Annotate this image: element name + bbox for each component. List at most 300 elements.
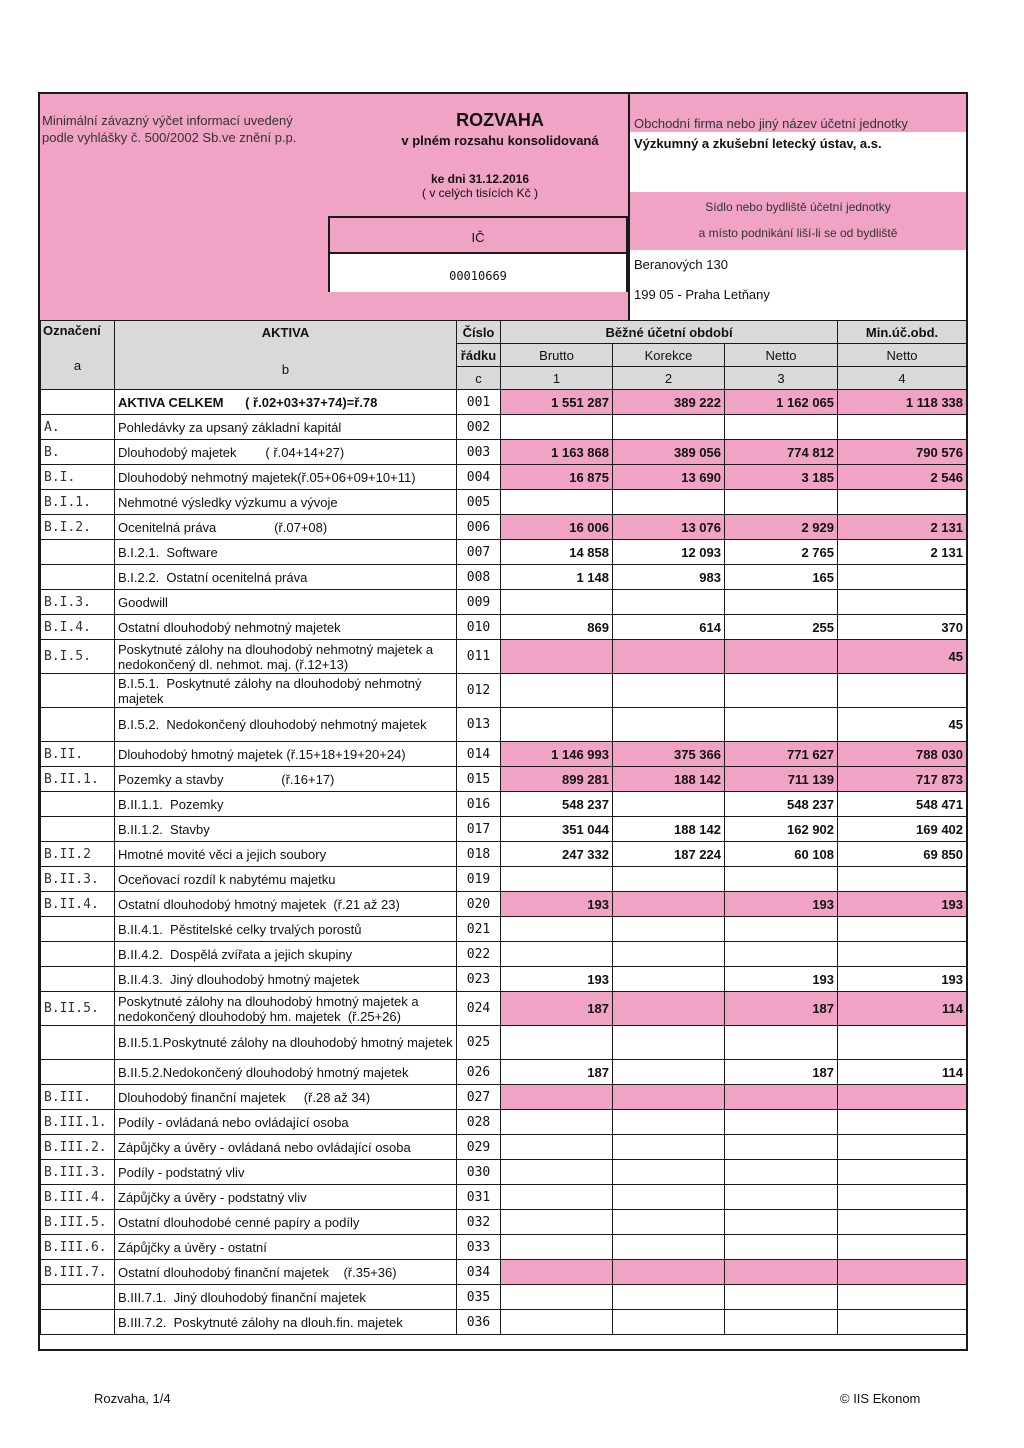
header-right-block (628, 94, 966, 320)
cell-min (838, 1185, 967, 1210)
row-number: 015 (457, 767, 501, 792)
table-row (41, 540, 967, 565)
cell-brutto: 193 (501, 967, 613, 992)
cell-korekce: 188 142 (613, 817, 725, 842)
cell-netto (725, 490, 838, 515)
row-label: Dlouhodobý majetek ( ř.04+14+27) (115, 440, 457, 465)
cell-brutto: 187 (501, 992, 613, 1026)
col-2: 2 (613, 367, 725, 390)
cell-korekce (613, 967, 725, 992)
cell-brutto: 1 146 993 (501, 742, 613, 767)
cell-min (838, 867, 967, 892)
footer-copyright: © IIS Ekonom (840, 1391, 921, 1406)
row-label: B.II.1.1. Pozemky (115, 792, 457, 817)
row-label: Dlouhodobý nehmotný majetek(ř.05+06+09+10+11) (115, 465, 457, 490)
cell-brutto (501, 1310, 613, 1335)
table-row (41, 440, 967, 465)
row-label: Ocenitelná práva (ř.07+08) (115, 515, 457, 540)
cell-korekce (613, 1210, 725, 1235)
row-label: B.II.5.2.Nedokončený dlouhodobý hmotný majetek (115, 1060, 457, 1085)
cell-brutto (501, 1085, 613, 1110)
seat-label-2: a místo podnikání liší-li se od bydliště (698, 226, 898, 240)
cell-min: 193 (838, 967, 967, 992)
col-c: c (457, 367, 501, 390)
row-code: B.II.4. (41, 892, 115, 917)
row-code: B.III.5. (41, 1210, 115, 1235)
row-code (41, 1060, 115, 1085)
cell-brutto: 14 858 (501, 540, 613, 565)
cell-min: 2 131 (838, 540, 967, 565)
cell-korekce (613, 1160, 725, 1185)
row-label: Zápůjčky a úvěry - podstatný vliv (115, 1185, 457, 1210)
cell-brutto (501, 590, 613, 615)
header-left-block (40, 94, 628, 320)
row-label: B.I.5.2. Nedokončený dlouhodobý nehmotný majetek (115, 708, 457, 742)
ic-box (328, 216, 628, 292)
table-row (41, 942, 967, 967)
ic-label: IČ (330, 218, 626, 254)
cell-korekce (613, 490, 725, 515)
cell-korekce: 188 142 (613, 767, 725, 792)
cell-korekce (613, 892, 725, 917)
cell-brutto (501, 708, 613, 742)
row-number: 026 (457, 1060, 501, 1085)
cell-min (838, 1110, 967, 1135)
cell-brutto (501, 867, 613, 892)
cell-brutto: 193 (501, 892, 613, 917)
cell-korekce (613, 1026, 725, 1060)
col-netto: Netto (725, 344, 838, 367)
row-code: B.I.3. (41, 590, 115, 615)
col-oznaceni: Označení (43, 323, 101, 338)
cell-min: 2 131 (838, 515, 967, 540)
row-code (41, 967, 115, 992)
row-number: 025 (457, 1026, 501, 1060)
cell-netto (725, 415, 838, 440)
cell-brutto: 16 875 (501, 465, 613, 490)
row-label: B.II.4.2. Dospělá zvířata a jejich skupiny (115, 942, 457, 967)
row-code (41, 917, 115, 942)
cell-netto (725, 1210, 838, 1235)
row-label: Poskytnuté zálohy na dlouhodobý hmotný majetek a nedokončený dlouhodobý hm. majetek (ř.25+26) (115, 992, 457, 1026)
cell-korekce (613, 1260, 725, 1285)
cell-netto: 771 627 (725, 742, 838, 767)
cell-brutto (501, 917, 613, 942)
cell-korekce (613, 415, 725, 440)
row-label: B.III.7.1. Jiný dlouhodobý finanční majetek (115, 1285, 457, 1310)
cell-brutto (501, 490, 613, 515)
col-brutto: Brutto (501, 344, 613, 367)
cell-netto: 2 765 (725, 540, 838, 565)
row-code (41, 674, 115, 708)
cell-netto: 3 185 (725, 465, 838, 490)
cell-min (838, 1135, 967, 1160)
cell-brutto (501, 415, 613, 440)
row-code (41, 1026, 115, 1060)
cell-netto (725, 1285, 838, 1310)
cell-brutto (501, 1135, 613, 1160)
cell-min (838, 917, 967, 942)
cell-min (838, 590, 967, 615)
cell-brutto: 548 237 (501, 792, 613, 817)
row-code: B. (41, 440, 115, 465)
units-note: ( v celých tisících Kč ) (421, 186, 539, 200)
row-number: 036 (457, 1310, 501, 1335)
table-row (41, 1235, 967, 1260)
cell-brutto: 1 163 868 (501, 440, 613, 465)
table-row (41, 590, 967, 615)
row-number: 003 (457, 440, 501, 465)
legal-note-line1: Minimální závazný výčet informací uvedený (42, 113, 293, 128)
cell-brutto: 351 044 (501, 817, 613, 842)
cell-brutto (501, 1260, 613, 1285)
cell-min: 169 402 (838, 817, 967, 842)
firm-label: Obchodní firma nebo jiný název účetní jednotky (634, 116, 908, 131)
cell-min: 790 576 (838, 440, 967, 465)
col-b: b (281, 362, 290, 377)
row-label: Ostatní dlouhodobý nehmotný majetek (115, 615, 457, 640)
cell-brutto (501, 1026, 613, 1060)
cell-netto: 187 (725, 992, 838, 1026)
cell-min: 45 (838, 708, 967, 742)
table-row (41, 1110, 967, 1135)
cell-netto (725, 1185, 838, 1210)
table-row (41, 390, 967, 415)
cell-korekce (613, 867, 725, 892)
row-code (41, 817, 115, 842)
row-code (41, 1310, 115, 1335)
cell-korekce: 13 690 (613, 465, 725, 490)
cell-netto (725, 942, 838, 967)
col-bezne: Běžné účetní období (501, 321, 838, 344)
cell-korekce: 614 (613, 615, 725, 640)
row-number: 008 (457, 565, 501, 590)
cell-netto (725, 708, 838, 742)
row-number: 012 (457, 674, 501, 708)
cell-min: 2 546 (838, 465, 967, 490)
row-label: Dlouhodobý hmotný majetek (ř.15+18+19+20+24) (115, 742, 457, 767)
row-label: Nehmotné výsledky výzkumu a vývoje (115, 490, 457, 515)
row-number: 027 (457, 1085, 501, 1110)
col-aktiva: AKTIVA (261, 325, 310, 340)
row-code (41, 565, 115, 590)
cell-brutto: 247 332 (501, 842, 613, 867)
row-code: B.III.6. (41, 1235, 115, 1260)
table-row (41, 615, 967, 640)
row-code: B.II. (41, 742, 115, 767)
table-row (41, 917, 967, 942)
row-code: B.II.5. (41, 992, 115, 1026)
cell-min: 193 (838, 892, 967, 917)
row-number: 035 (457, 1285, 501, 1310)
row-code: A. (41, 415, 115, 440)
cell-korekce (613, 942, 725, 967)
row-code: B.II.1. (41, 767, 115, 792)
row-code: B.I.4. (41, 615, 115, 640)
header-row-1 (41, 321, 967, 344)
row-number: 028 (457, 1110, 501, 1135)
row-code (41, 792, 115, 817)
cell-min: 370 (838, 615, 967, 640)
cell-min: 717 873 (838, 767, 967, 792)
row-number: 016 (457, 792, 501, 817)
row-number: 031 (457, 1185, 501, 1210)
row-label: Goodwill (115, 590, 457, 615)
cell-korekce (613, 792, 725, 817)
col-4: 4 (838, 367, 967, 390)
row-number: 001 (457, 390, 501, 415)
row-label: B.III.7.2. Poskytnuté zálohy na dlouh.fin. majetek (115, 1310, 457, 1335)
row-number: 032 (457, 1210, 501, 1235)
seat-label-1: Sídlo nebo bydliště účetní jednotky (705, 200, 891, 214)
table-row (41, 465, 967, 490)
document-title: ROZVAHA (456, 110, 544, 130)
cell-korekce: 13 076 (613, 515, 725, 540)
cell-netto (725, 1110, 838, 1135)
cell-korekce: 375 366 (613, 742, 725, 767)
row-number: 030 (457, 1160, 501, 1185)
row-label: Podíly - ovládaná nebo ovládající osoba (115, 1110, 457, 1135)
row-number: 019 (457, 867, 501, 892)
row-label: Hmotné movité věci a jejich soubory (115, 842, 457, 867)
cell-korekce: 187 224 (613, 842, 725, 867)
row-label: B.I.2.2. Ostatní ocenitelná práva (115, 565, 457, 590)
cell-korekce: 12 093 (613, 540, 725, 565)
table-row (41, 415, 967, 440)
cell-netto: 2 929 (725, 515, 838, 540)
row-label: AKTIVA CELKEM ( ř.02+03+37+74)=ř.78 (115, 390, 457, 415)
cell-min (838, 1085, 967, 1110)
cell-min (838, 1160, 967, 1185)
address-line-1: Beranových 130 (634, 257, 728, 272)
row-label: Ostatní dlouhodobé cenné papíry a podíly (115, 1210, 457, 1235)
cell-netto (725, 590, 838, 615)
table-row (41, 640, 967, 674)
table-row (41, 992, 967, 1026)
row-code (41, 540, 115, 565)
row-label: B.II.5.1.Poskytnuté zálohy na dlouhodobý hmotný majetek (115, 1026, 457, 1060)
col-cislo: Číslo (457, 321, 501, 344)
row-number: 011 (457, 640, 501, 674)
document-subtitle: v plném rozsahu konsolidovaná (401, 133, 599, 148)
cell-korekce: 389 056 (613, 440, 725, 465)
cell-netto (725, 674, 838, 708)
footer-page: Rozvaha, 1/4 (94, 1391, 171, 1406)
cell-min (838, 490, 967, 515)
cell-korekce (613, 708, 725, 742)
table-row (41, 1085, 967, 1110)
row-code (41, 942, 115, 967)
row-code: B.III.1. (41, 1110, 115, 1135)
table-row (41, 892, 967, 917)
col-radku: řádku (457, 344, 501, 367)
cell-min: 114 (838, 992, 967, 1026)
table-row (41, 792, 967, 817)
cell-korekce (613, 640, 725, 674)
row-label: Oceňovací rozdíl k nabytému majetku (115, 867, 457, 892)
table-row (41, 1026, 967, 1060)
cell-min: 788 030 (838, 742, 967, 767)
row-label: Ostatní dlouhodobý finanční majetek (ř.35+36) (115, 1260, 457, 1285)
row-label: B.I.2.1. Software (115, 540, 457, 565)
table-row (41, 1060, 967, 1085)
cell-netto: 165 (725, 565, 838, 590)
cell-netto (725, 1026, 838, 1060)
firm-value: Výzkumný a zkušební letecký ústav, a.s. (630, 132, 966, 192)
row-label: Dlouhodobý finanční majetek (ř.28 až 34) (115, 1085, 457, 1110)
row-code: B.III. (41, 1085, 115, 1110)
table-row (41, 1285, 967, 1310)
table-row (41, 490, 967, 515)
row-code: B.I.1. (41, 490, 115, 515)
cell-netto (725, 640, 838, 674)
cell-korekce (613, 917, 725, 942)
cell-min (838, 415, 967, 440)
cell-brutto (501, 640, 613, 674)
cell-min (838, 1260, 967, 1285)
row-label: B.II.4.3. Jiný dlouhodobý hmotný majetek (115, 967, 457, 992)
cell-netto: 193 (725, 967, 838, 992)
cell-brutto (501, 1285, 613, 1310)
row-number: 034 (457, 1260, 501, 1285)
row-number: 010 (457, 615, 501, 640)
col-3: 3 (725, 367, 838, 390)
table-row (41, 1310, 967, 1335)
cell-korekce (613, 674, 725, 708)
ic-value: 00010669 (330, 254, 626, 292)
cell-netto: 774 812 (725, 440, 838, 465)
legal-note-line2: podle vyhlášky č. 500/2002 Sb.ve znění p.p. (42, 130, 297, 145)
cell-korekce (613, 1135, 725, 1160)
cell-netto (725, 1085, 838, 1110)
table-row (41, 867, 967, 892)
table-row (41, 817, 967, 842)
cell-netto (725, 1260, 838, 1285)
cell-korekce (613, 1235, 725, 1260)
cell-min (838, 1310, 967, 1335)
table-body (41, 390, 967, 1335)
row-number: 024 (457, 992, 501, 1026)
cell-netto: 187 (725, 1060, 838, 1085)
cell-min: 548 471 (838, 792, 967, 817)
cell-brutto (501, 1185, 613, 1210)
row-number: 033 (457, 1235, 501, 1260)
cell-korekce: 983 (613, 565, 725, 590)
row-code: B.I.2. (41, 515, 115, 540)
cell-brutto: 1 551 287 (501, 390, 613, 415)
cell-min (838, 674, 967, 708)
row-number: 007 (457, 540, 501, 565)
row-code (41, 1285, 115, 1310)
row-code (41, 390, 115, 415)
cell-brutto (501, 1235, 613, 1260)
cell-min (838, 1285, 967, 1310)
assets-table (40, 320, 967, 1335)
cell-netto: 255 (725, 615, 838, 640)
cell-korekce (613, 992, 725, 1026)
col-1: 1 (501, 367, 613, 390)
cell-brutto (501, 942, 613, 967)
row-number: 023 (457, 967, 501, 992)
table-row (41, 708, 967, 742)
row-label: Pohledávky za upsaný základní kapitál (115, 415, 457, 440)
row-number: 020 (457, 892, 501, 917)
cell-min: 1 118 338 (838, 390, 967, 415)
row-code: B.III.4. (41, 1185, 115, 1210)
cell-netto: 193 (725, 892, 838, 917)
col-a: a (73, 358, 82, 373)
balance-date: ke dni 31.12.2016 (430, 172, 530, 186)
cell-brutto (501, 1160, 613, 1185)
row-label: Pozemky a stavby (ř.16+17) (115, 767, 457, 792)
cell-min: 114 (838, 1060, 967, 1085)
row-code: B.III.2. (41, 1135, 115, 1160)
cell-netto: 162 902 (725, 817, 838, 842)
cell-netto: 711 139 (725, 767, 838, 792)
table-row (41, 967, 967, 992)
row-code: B.III.3. (41, 1160, 115, 1185)
cell-netto: 1 162 065 (725, 390, 838, 415)
table-row (41, 842, 967, 867)
cell-min (838, 942, 967, 967)
cell-korekce (613, 1310, 725, 1335)
cell-brutto: 187 (501, 1060, 613, 1085)
cell-netto (725, 1135, 838, 1160)
row-code (41, 708, 115, 742)
row-number: 014 (457, 742, 501, 767)
col-netto-min: Netto (838, 344, 967, 367)
cell-brutto (501, 1210, 613, 1235)
row-number: 029 (457, 1135, 501, 1160)
table-row (41, 674, 967, 708)
row-label: B.I.5.1. Poskytnuté zálohy na dlouhodobý nehmotný majetek (115, 674, 457, 708)
col-korekce: Korekce (613, 344, 725, 367)
table-row (41, 1185, 967, 1210)
address-line-2: 199 05 - Praha Letňany (634, 287, 770, 302)
table-row (41, 767, 967, 792)
row-code: B.I.5. (41, 640, 115, 674)
cell-netto (725, 1235, 838, 1260)
row-code: B.III.7. (41, 1260, 115, 1285)
cell-korekce (613, 1060, 725, 1085)
row-label: Poskytnuté zálohy na dlouhodobý nehmotný majetek a nedokončený dl. nehmot. maj. (ř.12+13) (115, 640, 457, 674)
row-number: 022 (457, 942, 501, 967)
row-number: 004 (457, 465, 501, 490)
row-number: 018 (457, 842, 501, 867)
cell-netto (725, 917, 838, 942)
row-code: B.II.3. (41, 867, 115, 892)
cell-brutto: 899 281 (501, 767, 613, 792)
table-row (41, 1160, 967, 1185)
cell-netto: 60 108 (725, 842, 838, 867)
row-number: 005 (457, 490, 501, 515)
cell-netto (725, 1310, 838, 1335)
row-number: 002 (457, 415, 501, 440)
cell-netto: 548 237 (725, 792, 838, 817)
cell-brutto: 869 (501, 615, 613, 640)
cell-min (838, 1210, 967, 1235)
cell-korekce: 389 222 (613, 390, 725, 415)
row-code: B.I. (41, 465, 115, 490)
row-label: B.II.1.2. Stavby (115, 817, 457, 842)
cell-korekce (613, 590, 725, 615)
cell-min (838, 1026, 967, 1060)
form-header (40, 94, 966, 320)
cell-min: 69 850 (838, 842, 967, 867)
row-label: Ostatní dlouhodobý hmotný majetek (ř.21 až 23) (115, 892, 457, 917)
cell-korekce (613, 1285, 725, 1310)
cell-min (838, 565, 967, 590)
